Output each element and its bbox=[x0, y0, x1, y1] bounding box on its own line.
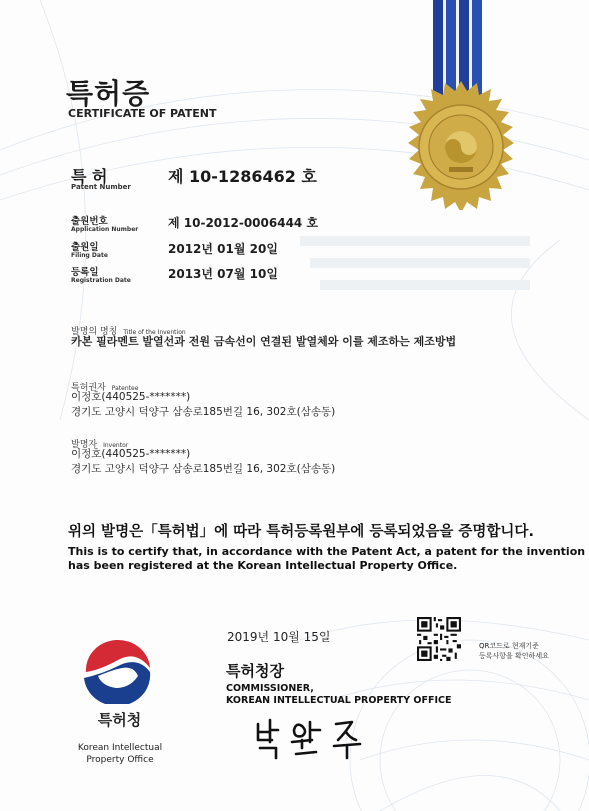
filing-date-label-en: Filing Date bbox=[71, 252, 108, 259]
ribbon bbox=[433, 0, 482, 95]
commissioner-title-en-2: KOREAN INTELLECTUAL PROPERTY OFFICE bbox=[226, 695, 452, 706]
gold-seal-icon bbox=[395, 0, 545, 210]
qr-note-line-1: QR코드로 현재기준 bbox=[479, 642, 539, 650]
commissioner-signature bbox=[250, 712, 380, 762]
invention-label-ko: 발명의 명칭 bbox=[71, 327, 118, 337]
application-number-label-en: Application Number bbox=[71, 226, 139, 233]
certification-statement-en-1: This is to certify that, in accordance with the Patent Act, a patent for the invention bbox=[68, 545, 586, 558]
office-name-en-2: Property Office bbox=[86, 755, 154, 765]
registration-date-label-en: Registration Date bbox=[71, 277, 131, 284]
filing-date: 2012년 01월 20일 bbox=[168, 242, 278, 256]
invention-title: 카본 필라멘트 발열선과 전원 금속선이 연결된 발열체와 이를 제조하는 제조방법 bbox=[71, 335, 457, 348]
certificate-title: 특허증 bbox=[66, 77, 151, 110]
certification-statement-en-2: has been registered at the Korean Intellectual Property Office. bbox=[68, 559, 458, 572]
patent-number: 제 10-1286462 호 bbox=[168, 167, 317, 186]
patentee-name: 이정호(440525-*******) bbox=[71, 391, 191, 403]
inventor-label-ko: 발명자 bbox=[71, 440, 98, 450]
qr-note-line-2: 등록사항을 확인하세요 bbox=[479, 652, 549, 660]
patentee-label-en: Patentee bbox=[111, 385, 139, 392]
inventor-name: 이정호(440525-*******) bbox=[71, 448, 191, 460]
office-name-ko: 특허청 bbox=[97, 711, 142, 729]
invention-label-en: Title of the Invention bbox=[123, 329, 186, 336]
commissioner-title-en-1: COMMISSIONER, bbox=[226, 683, 314, 694]
filing-date-label: 출원일 bbox=[71, 242, 99, 253]
patentee-label-ko: 특허권자 bbox=[71, 383, 106, 393]
qr-code-icon[interactable] bbox=[417, 617, 461, 661]
commissioner-title: 특허청장 bbox=[226, 662, 284, 680]
patentee-address: 경기도 고양시 덕양구 삼송로185번길 16, 302호(삼송동) bbox=[71, 406, 336, 418]
taegeuk-logo-icon bbox=[78, 638, 158, 704]
office-name-en-1: Korean Intellectual bbox=[77, 743, 163, 753]
application-number: 제 10-2012-0006444 호 bbox=[168, 216, 319, 230]
office-name-en bbox=[60, 742, 180, 766]
qr-code-note bbox=[479, 641, 579, 661]
inventor-label-en: Inventor bbox=[103, 442, 129, 449]
registration-date-label: 등록일 bbox=[71, 267, 99, 278]
patent-number-label: 특 허 bbox=[71, 167, 108, 186]
registration-date: 2013년 07월 10일 bbox=[168, 267, 278, 281]
issue-date: 2019년 10월 15일 bbox=[227, 630, 331, 644]
patent-number-label-en: Patent Number bbox=[71, 183, 131, 191]
certificate-subtitle: CERTIFICATE OF PATENT bbox=[68, 107, 217, 120]
certification-statement-ko: 위의 발명은「특허법」에 따라 특허등록원부에 등록되었음을 증명합니다. bbox=[68, 524, 534, 540]
application-number-label: 출원번호 bbox=[71, 216, 108, 227]
inventor-address: 경기도 고양시 덕양구 삼송로185번길 16, 302호(삼송동) bbox=[71, 463, 336, 475]
